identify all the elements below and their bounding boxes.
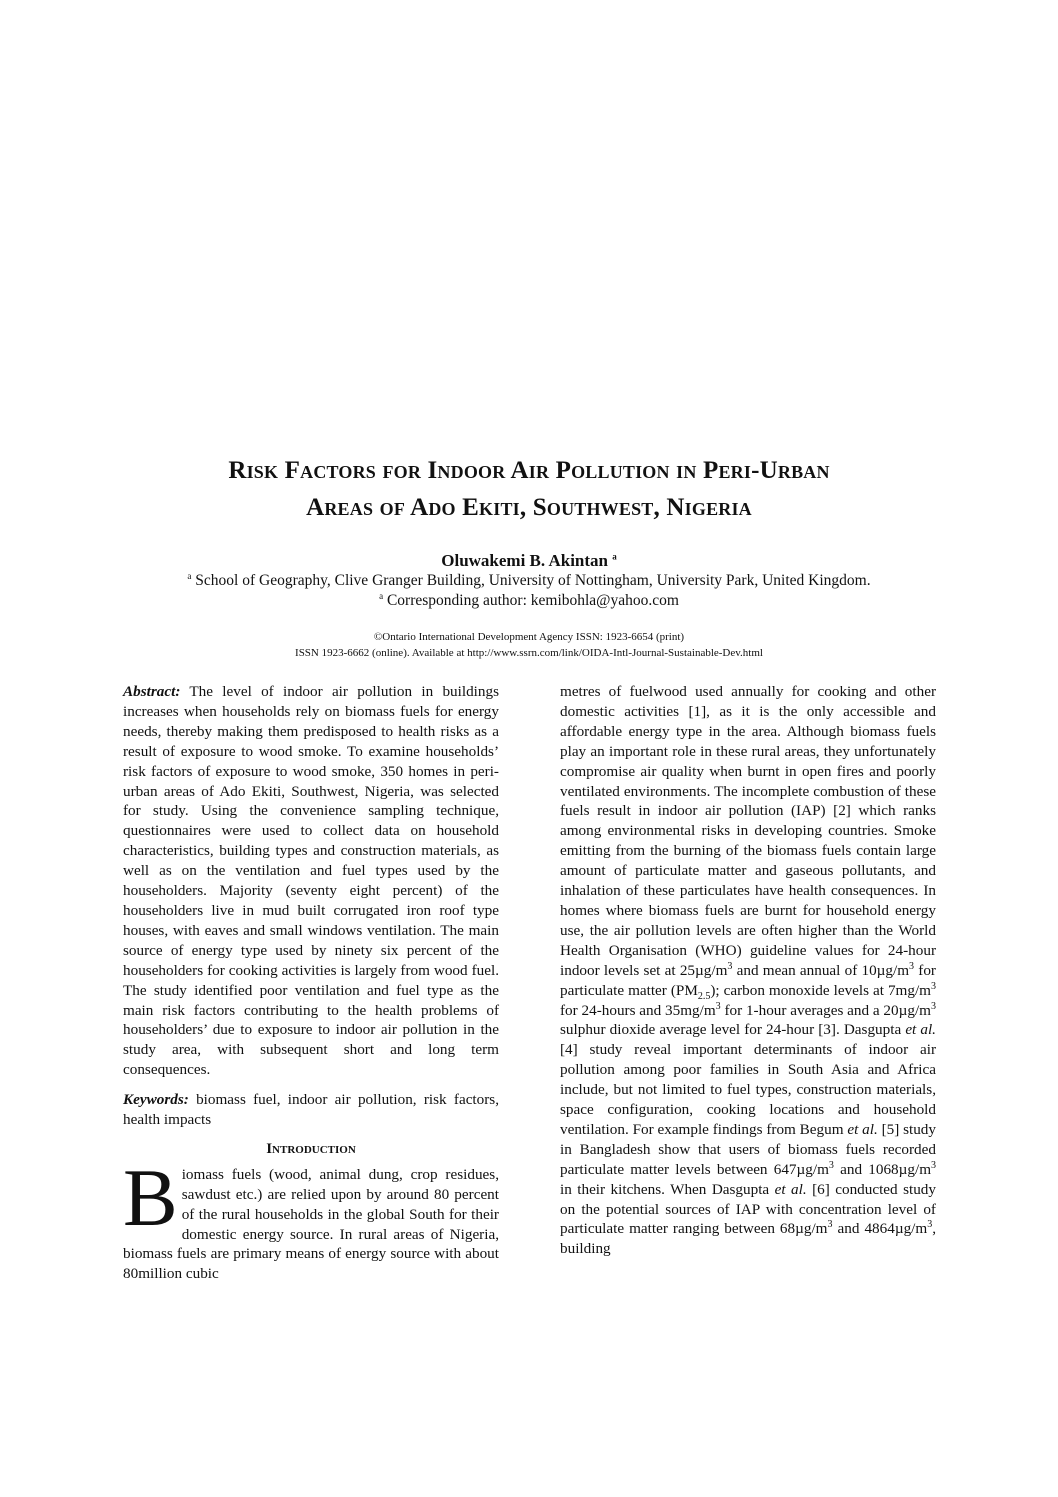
body-text: for 24-hours and 35mg/m	[560, 1001, 716, 1019]
publication-issn-print: ©Ontario International Development Agency ISSN: 1923-6654 (print)	[373, 631, 685, 643]
affiliation-school: School of Geography, Clive Granger Building, University of Nottingham, University Park, United Kingdom.	[195, 572, 871, 589]
keywords-paragraph	[123, 1090, 499, 1130]
body-text: for 1-hour averages and a 20µg/m	[720, 1001, 931, 1019]
corresponding-author-line	[100, 591, 958, 611]
body-text: in their kitchens. When Dasgupta	[560, 1180, 775, 1198]
body-text: sulphur dioxide average level for 24-hour [3]. Dasgupta	[560, 1021, 906, 1039]
superscript: 3	[715, 1000, 721, 1012]
publication-info	[100, 629, 958, 661]
body-text: for particulate matter (PM	[560, 961, 936, 999]
abstract-paragraph	[123, 682, 499, 1080]
body-text: [5] study in Bangladesh show that users of biomass fuels recorded particulate matter levels between 647µg/m	[560, 1120, 936, 1178]
affiliation-marker: a	[187, 570, 192, 581]
body-text: [4] study reveal important determinants of indoor air pollution among poor families in South Asia and Africa include, but not limited to fuel types, construction materials, space configuration, cooking locations and household ventilation. For example findings from Begum	[560, 1041, 936, 1138]
introduction-paragraph	[123, 1151, 499, 1284]
superscript: 3	[927, 1219, 933, 1231]
superscript: 3	[827, 1219, 833, 1231]
right-column	[560, 682, 936, 1259]
abstract-text: The level of indoor air pollution in buildings increases when households rely on biomass fuels for energy needs, thereby making them predisposed to health risks as a result of exposure to wood smoke. To examine households’ risk factors of exposure to wood smoke, 350 homes in peri-urban areas of Ado Ekiti, Southwest, Nigeria, was selected for study. Using the convenience sampling technique, questionnaires were used to collect data on household characteristics, building types and construction materials, as well as on the ventilation and fuel types used by the householders. Majority (seventy eight percent) of the householders live in mud built corrugated iron roof type houses, with eaves and small windows ventilation. The main source of energy type used by ninety six percent of the householders for cooking activities is largely from wood fuel. The study identified poor ventilation and fuel type as the main risk factors contributing to the health problems of householders’ due to exposure to indoor air pollution in the study area, with subsequent short and long term consequences.	[123, 683, 499, 1079]
body-text: [6] conducted study on the potential sources of IAP with concentration level of particulate matter ranging between 68µg/m	[560, 1180, 936, 1238]
et-al-italic: et al.	[774, 1180, 807, 1198]
body-text: and 4864µg/m	[832, 1220, 928, 1238]
superscript: 3	[828, 1159, 834, 1171]
et-al-italic: et al.	[847, 1120, 878, 1138]
drop-cap: B	[123, 1151, 178, 1243]
title-line-2: Areas of Ado Ekiti, Southwest, Nigeria	[306, 494, 752, 521]
body-text: and 1068µg/m	[833, 1160, 932, 1178]
et-al-italic: et al.	[905, 1021, 936, 1039]
right-column-paragraph	[560, 682, 936, 1259]
affiliation-block	[100, 571, 958, 611]
body-text: metres of fuelwood used annually for cooking and other domestic activities [1], as it is the only accessible and affordable energy type in the area. Although biomass fuels play an important role in these rural areas, they unfortunately compromise air quality when burnt in open fires and poorly ventilated environments. The incomplete combustion of these fuels result in indoor air pollution (IAP) [2] which ranks among environmental risks in developing countries. Smoke emitting from the burning of the biomass fuels contain large amount of particulate matter and gaseous pollutants, and inhalation of these particulates have health consequences. In homes where biomass fuels are burnt for household energy use, the air pollution levels are often higher than the World Health Organisation (WHO) guideline values for 24-hour indoor levels set at 25µg/m	[560, 683, 936, 979]
superscript: 3	[931, 1159, 937, 1171]
subscript: 2.5	[697, 990, 711, 1002]
superscript: 3	[727, 960, 733, 972]
superscript: 3	[931, 1000, 936, 1012]
left-column	[123, 682, 499, 1284]
body-text: and mean annual of 10µg/m	[732, 961, 910, 979]
superscript: 3	[909, 960, 915, 972]
author-name: Oluwakemi B. Akintan	[441, 551, 608, 570]
body-text: , building	[560, 1220, 937, 1258]
publication-issn-online: ISSN 1923-6662 (online). Available at http://www.ssrn.com/link/OIDA-Intl-Journal-Sustainable-Dev.html	[295, 647, 763, 659]
corresponding-author: Corresponding author: kemibohla@yahoo.com	[386, 592, 679, 609]
abstract-label: Abstract:	[123, 683, 181, 700]
title-line-1: Risk Factors for Indoor Air Pollution in Peri-Urban	[228, 457, 830, 484]
body-text: ); carbon monoxide levels at 7mg/m	[710, 981, 931, 999]
keywords-label: Keywords:	[123, 1091, 189, 1109]
author-marker: a	[612, 551, 617, 562]
introduction-text: iomass fuels (wood, animal dung, crop residues, sawdust etc.) are relied upon by around 80 percent of the rural households in the global South for their domestic energy source. In rural areas of Nigeria, biomass fuels are primary means of energy source with about 80million cubic	[123, 1165, 499, 1283]
author-line	[100, 551, 958, 571]
corresponding-marker: a	[379, 590, 384, 601]
superscript: 3	[931, 980, 936, 992]
introduction-heading: Introduction	[266, 1140, 356, 1157]
paper-title	[100, 452, 958, 526]
keywords-text: biomass fuel, indoor air pollution, risk factors, health impacts	[123, 1091, 500, 1129]
affiliation-school-line	[100, 571, 958, 591]
